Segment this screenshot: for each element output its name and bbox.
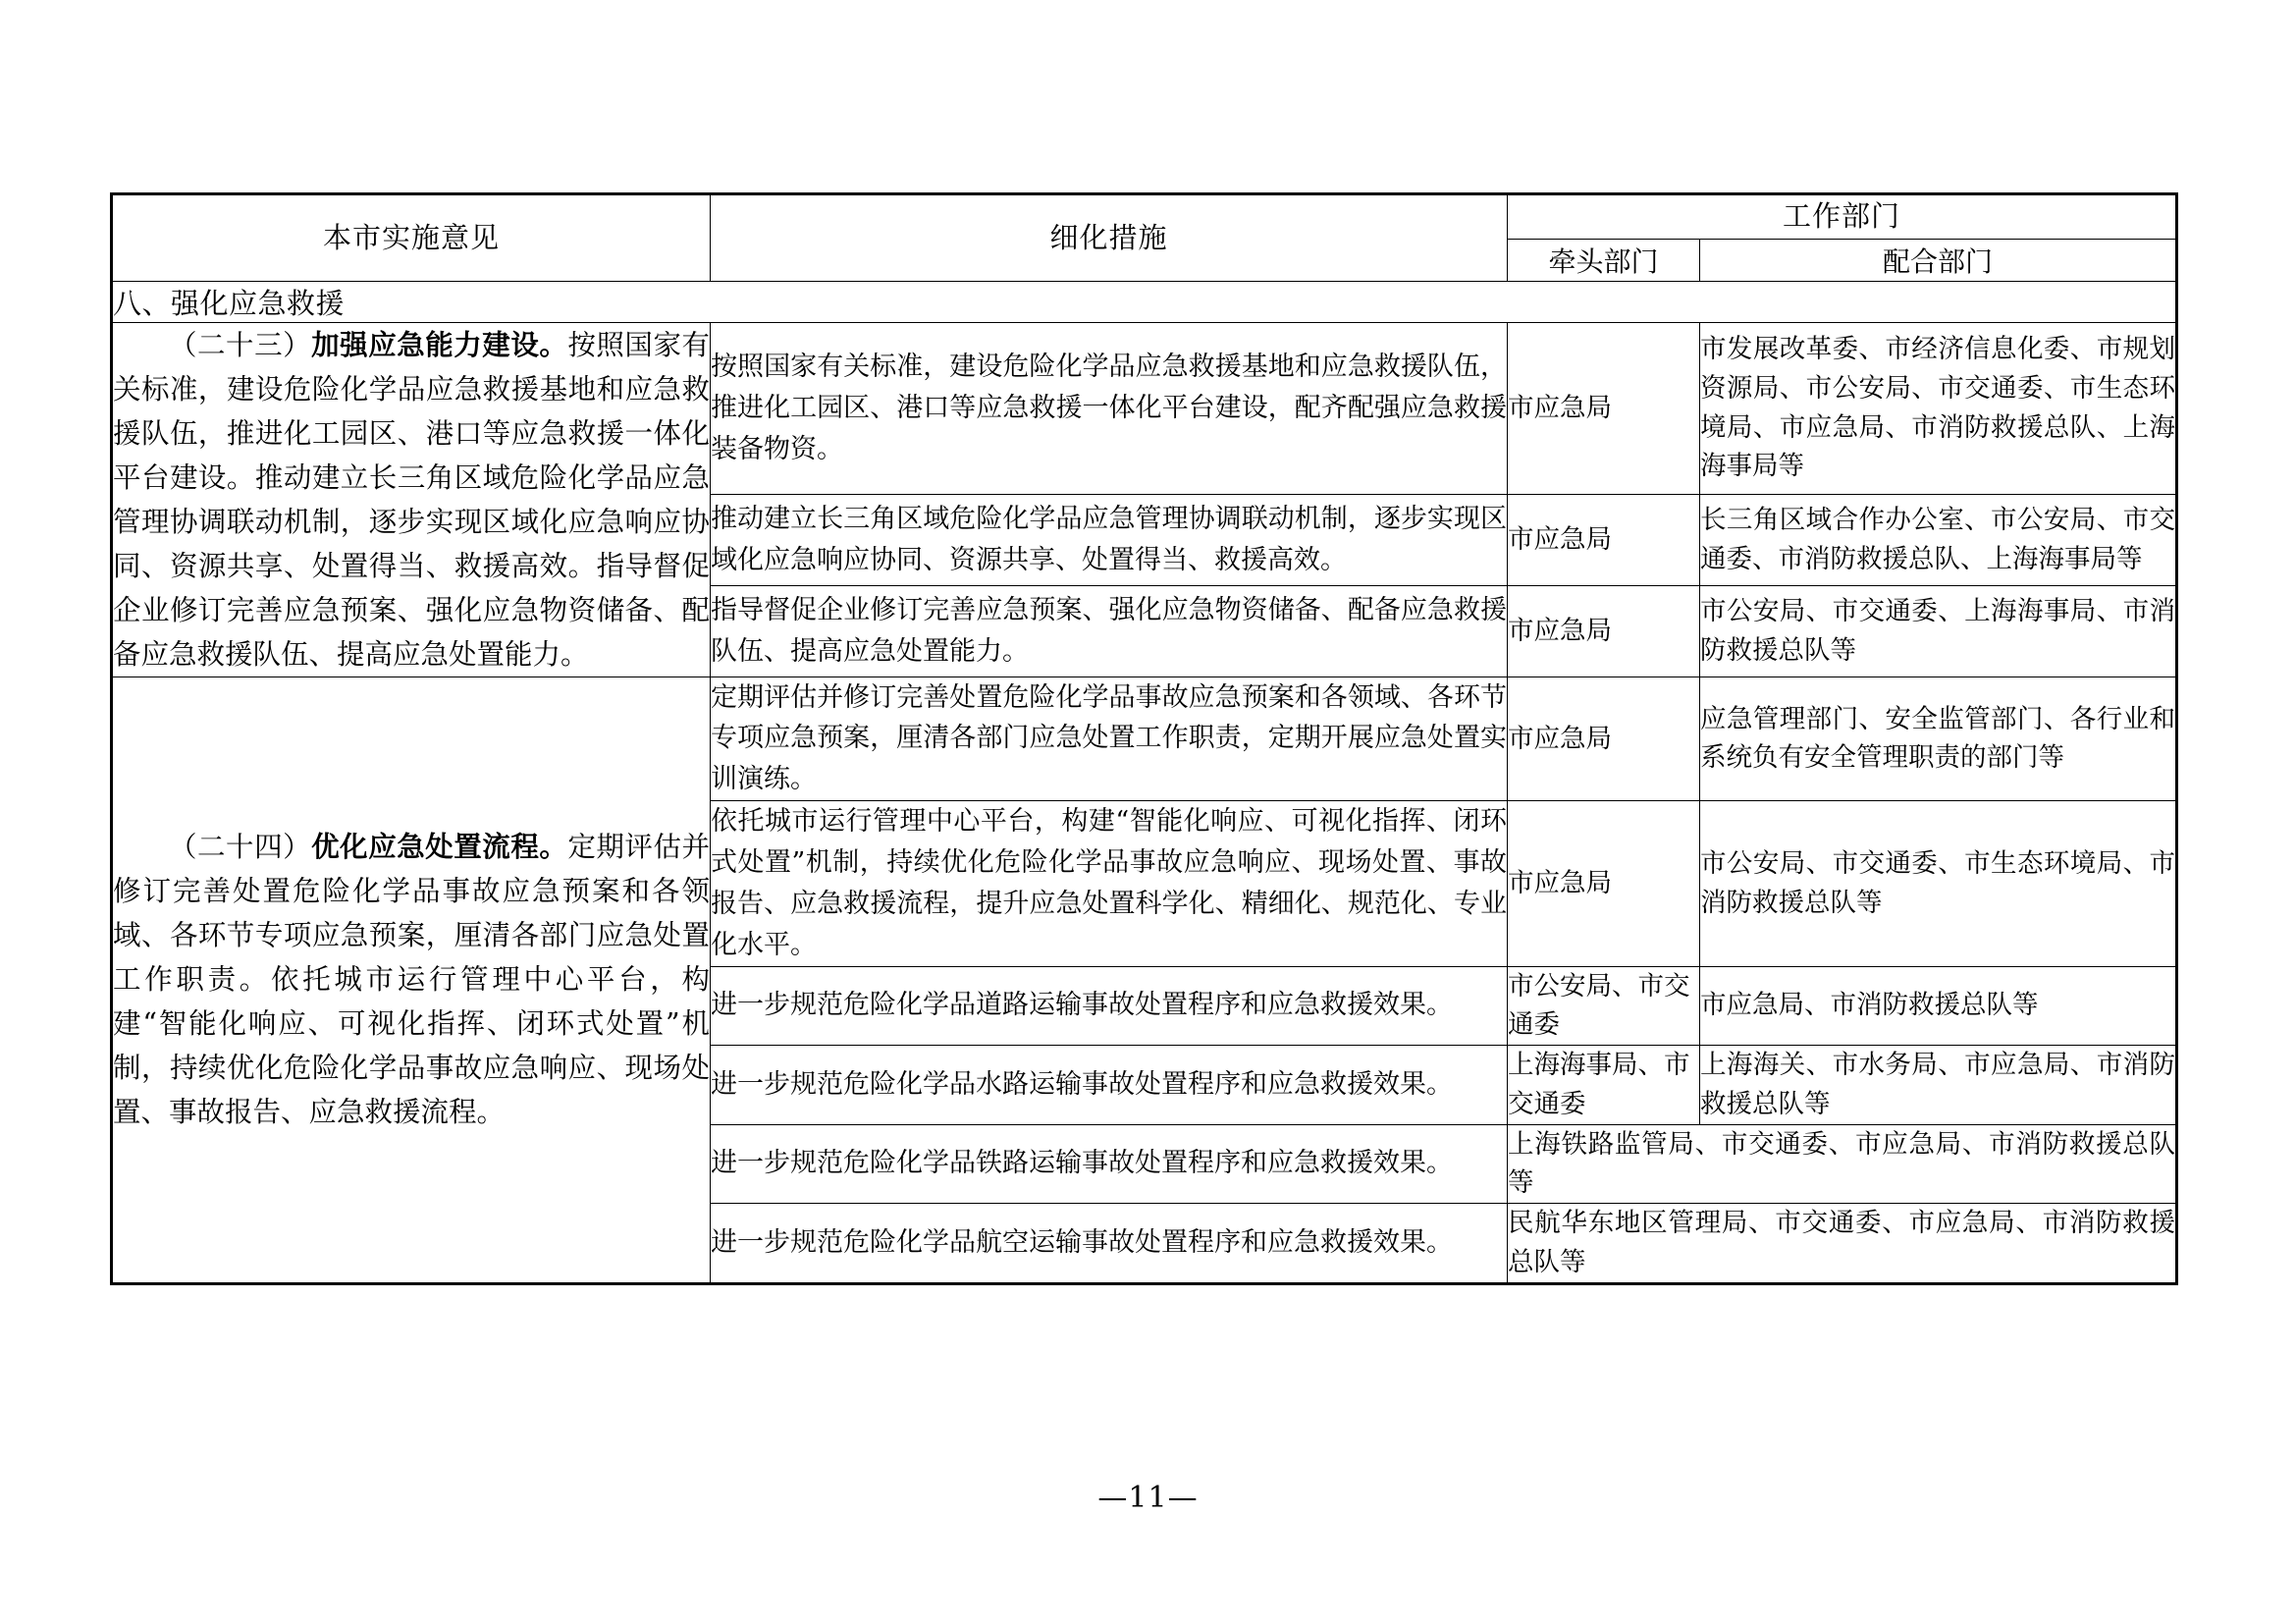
policy-implementation-table xyxy=(110,192,2178,1285)
policy-title: 加强应急能力建设。 xyxy=(311,327,568,361)
lead-department-cell: 市应急局 xyxy=(1508,677,1700,801)
table-body xyxy=(112,281,2177,1283)
header-departments: 工作部门 xyxy=(1508,194,2177,240)
measure-cell: 进一步规范危险化学品铁路运输事故处置程序和应急救援效果。 xyxy=(711,1124,1508,1204)
measure-cell: 进一步规范危险化学品水路运输事故处置程序和应急救援效果。 xyxy=(711,1046,1508,1125)
measure-cell: 依托城市运行管理中心平台，构建“智能化响应、可视化指挥、闭环式处置”机制，持续优化危险化学品事故应急响应、现场处置、事故报告、应急救援流程，提升应急处置科学化、精细化、规范化、专业化水平。 xyxy=(711,801,1508,966)
lead-department-cell: 上海海事局、市交通委 xyxy=(1508,1046,1700,1125)
support-department-cell: 市公安局、市交通委、上海海事局、市消防救援总队等 xyxy=(1700,585,2177,677)
lead-department-cell: 市公安局、市交通委 xyxy=(1508,966,1700,1046)
section-heading-label: 八、强化应急救援 xyxy=(112,281,2177,322)
merged-department-cell: 上海铁路监管局、市交通委、市应急局、市消防救援总队等 xyxy=(1508,1124,2177,1204)
header-support-department: 配合部门 xyxy=(1700,239,2177,281)
policy-implementation-table-wrapper xyxy=(110,192,2175,1285)
table-row xyxy=(112,677,2177,801)
measure-cell: 定期评估并修订完善处置危险化学品事故应急预案和各领域、各环节专项应急预案，厘清各部门应急处置工作职责，定期开展应急处置实训演练。 xyxy=(711,677,1508,801)
measure-cell: 推动建立长三角区域危险化学品应急管理协调联动机制，逐步实现区域化应急响应协同、资源共享、处置得当、救援高效。 xyxy=(711,494,1508,585)
measure-cell: 指导督促企业修订完善应急预案、强化应急物资储备、配备应急救援队伍、提高应急处置能力。 xyxy=(711,585,1508,677)
header-policy: 本市实施意见 xyxy=(112,194,711,282)
support-department-cell: 市应急局、市消防救援总队等 xyxy=(1700,966,2177,1046)
lead-department-cell: 市应急局 xyxy=(1508,801,1700,966)
header-lead-department: 牵头部门 xyxy=(1508,239,1700,281)
measure-cell: 进一步规范危险化学品道路运输事故处置程序和应急救援效果。 xyxy=(711,966,1508,1046)
policy-title: 优化应急处置流程。 xyxy=(311,830,568,864)
policy-cell-24 xyxy=(112,677,711,1283)
lead-department-cell: 市应急局 xyxy=(1508,585,1700,677)
header-measures: 细化措施 xyxy=(711,194,1508,282)
page-number-footer: —11— xyxy=(1097,1481,1199,1515)
lead-department-cell: 市应急局 xyxy=(1508,322,1700,494)
policy-number: （二十四） xyxy=(169,831,312,864)
policy-body: 定期评估并修订完善处置危险化学品事故应急预案和各领域、各环节专项应急预案，厘清各部门应急处置工作职责。依托城市运行管理中心平台，构建“智能化响应、可视化指挥、闭环式处置”机制，持续优化危险化学品事故应急响应、现场处置、事故报告、应急救援流程。 xyxy=(113,831,710,1129)
support-department-cell: 上海海关、市水务局、市应急局、市消防救援总队等 xyxy=(1700,1046,2177,1125)
table-header xyxy=(112,194,2177,282)
measure-cell: 进一步规范危险化学品航空运输事故处置程序和应急救援效果。 xyxy=(711,1204,1508,1284)
policy-cell-23 xyxy=(112,322,711,677)
table-row xyxy=(112,322,2177,494)
measure-cell: 按照国家有关标准，建设危险化学品应急救援基地和应急救援队伍，推进化工园区、港口等应急救援一体化平台建设，配齐配强应急救援装备物资。 xyxy=(711,322,1508,494)
policy-number: （二十三） xyxy=(169,328,312,361)
lead-department-cell: 市应急局 xyxy=(1508,494,1700,585)
support-department-cell: 应急管理部门、安全监管部门、各行业和系统负有安全管理职责的部门等 xyxy=(1700,677,2177,801)
merged-department-cell: 民航华东地区管理局、市交通委、市应急局、市消防救援总队等 xyxy=(1508,1204,2177,1284)
section-heading-row xyxy=(112,281,2177,322)
table-header-row-1 xyxy=(112,194,2177,240)
support-department-cell: 长三角区域合作办公室、市公安局、市交通委、市消防救援总队、上海海事局等 xyxy=(1700,494,2177,585)
policy-body: 按照国家有关标准，建设危险化学品应急救援基地和应急救援队伍，推进化工园区、港口等应急救援一体化平台建设。推动建立长三角区域危险化学品应急管理协调联动机制，逐步实现区域化应急响应协同、资源共享、处置得当、救援高效。指导督促企业修订完善应急预案、强化应急物资储备、配备应急救援队伍、提高应急处置能力。 xyxy=(113,328,710,671)
support-department-cell: 市公安局、市交通委、市生态环境局、市消防救援总队等 xyxy=(1700,801,2177,966)
support-department-cell: 市发展改革委、市经济信息化委、市规划资源局、市公安局、市交通委、市生态环境局、市应急局、市消防救援总队、上海海事局等 xyxy=(1700,322,2177,494)
